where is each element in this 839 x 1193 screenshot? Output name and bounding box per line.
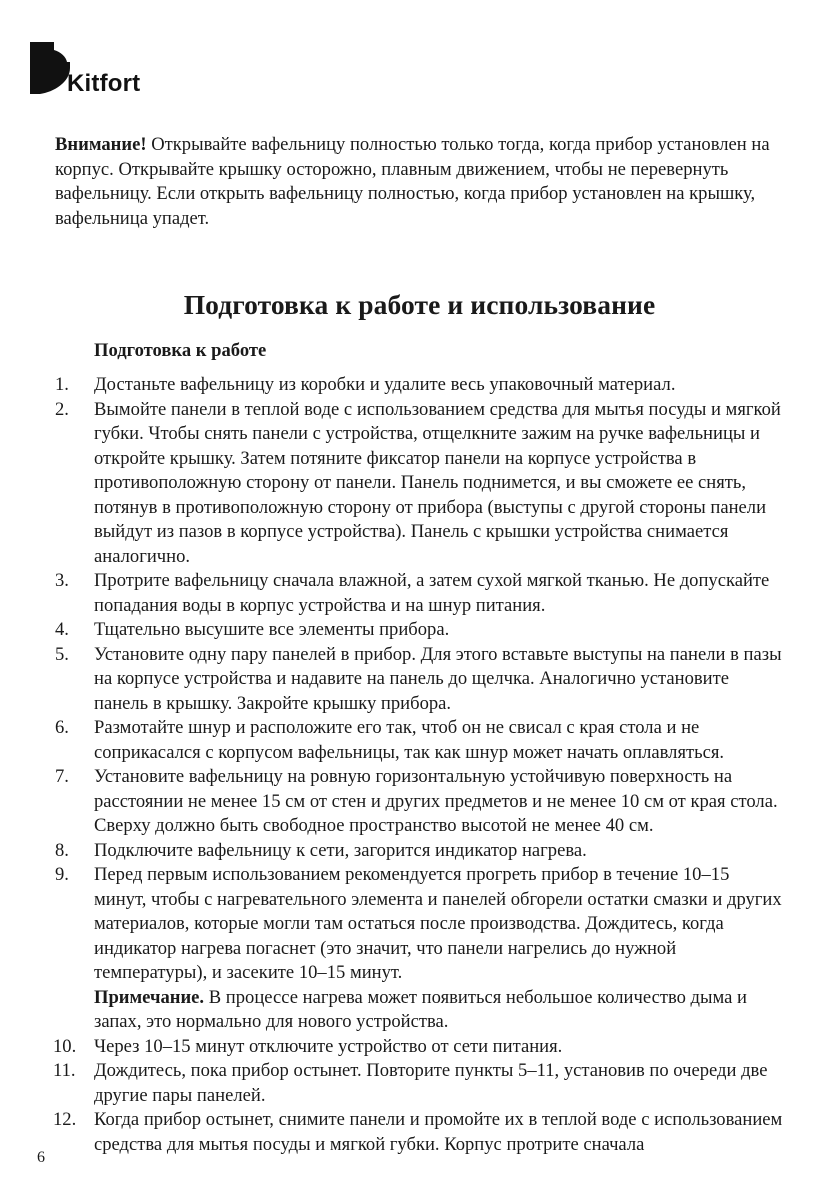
warning-text: Открывайте вафельницу полностью только тогда, когда прибор установлен на корпус. Открывайте крышку осторожно, плавным движением, чтобы не перевернуть вафельницу. Если открыть вафельницу полностью, когда прибор установлен на крышку, вафельница упадет.: [55, 134, 770, 229]
list-item: [55, 1035, 785, 1060]
step-text: Перед первым использованием рекомендуется прогреть прибор в течение 10–15 минут, чтобы с нагревательного элемента и панелей обгорели остатки смазки и других материалов, которые могли там остаться после производства. Дождитесь, когда индикатор нагрева погаснет (это значит, что панели нагрелись до нужной температуры), и засеките 10–15 минут.: [94, 864, 782, 983]
step-text: Через 10–15 минут отключите устройство от сети питания.: [94, 1035, 563, 1057]
step-number: 11.: [53, 1060, 76, 1081]
section-title: Подготовка к работе и использование: [183, 289, 656, 320]
list-item: [55, 373, 785, 398]
step-text: Достаньте вафельницу из коробки и удалите весь упаковочный материал.: [94, 374, 676, 395]
step-number: 8.: [55, 839, 69, 861]
step-text: Вымойте панели в теплой воде с использованием средства для мытья посуды и мягкой губки. Чтобы снять панели с устройства, отщелкните зажим на ручке вафельницы и откройте крышку. Затем потяните фиксатор панели на корпусе устройства в противоположную сторону от панели. Панель поднимется, и вы сможете ее снять, потянув в противоположную сторону от прибора (выступы с другой стороны панели выйдут из пазов в корпусе устройства). Панель с крышки устройства снимается аналогично.: [94, 398, 781, 567]
step-text: Установите вафельницу на ровную горизонтальную устойчивую поверхность на расстоянии не менее 15 см от стен и других предметов и не менее 10 см от края стола. Сверху должно быть свободное пространство высотой не менее 40 см.: [94, 766, 778, 836]
step-note: [94, 986, 785, 1035]
brand-logo: [30, 42, 170, 102]
step-number: 2.: [55, 398, 69, 420]
brand-name: Kitfort: [67, 70, 141, 97]
step-text: Подключите вафельницу к сети, загорится индикатор нагрева.: [94, 839, 587, 861]
step-number: 4.: [55, 619, 69, 640]
steps-list: [55, 373, 785, 1157]
step-number: 10.: [53, 1035, 77, 1057]
step-number: 3.: [55, 570, 69, 591]
list-item: [55, 618, 785, 643]
kitfort-logo-icon: [30, 42, 70, 94]
list-item: [55, 569, 785, 618]
warning-lead: Внимание!: [55, 134, 147, 155]
list-item: [55, 839, 785, 864]
step-number: 5.: [55, 643, 69, 665]
list-item: [55, 398, 785, 570]
section-subtitle: Подготовка к работе: [94, 340, 267, 361]
note-text: В процессе нагрева может появиться небольшое количество дыма и запах, это нормально для нового устройства.: [94, 986, 747, 1032]
warning-paragraph: [55, 133, 785, 231]
step-text: Когда прибор остынет, снимите панели и промойте их в теплой воде с использованием средства для мытья посуды и мягкой губки. Корпус протрите сначала: [94, 1109, 783, 1155]
step-number: 1.: [55, 374, 69, 395]
list-item: [55, 1059, 785, 1108]
step-number: 9.: [55, 864, 69, 885]
step-text: Установите одну пару панелей в прибор. Для этого вставьте выступы на панели в пазы на корпусе устройства и надавите на панель до щелчка. Аналогично установите панель в крышку. Закройте крышку прибора.: [94, 643, 782, 714]
list-item: [55, 716, 785, 765]
step-number: 12.: [53, 1109, 77, 1130]
step-number: 7.: [55, 766, 69, 787]
step-text: Протрите вафельницу сначала влажной, а затем сухой мягкой тканью. Не допускайте попадания воды в корпус устройства и на шнур питания.: [94, 570, 770, 616]
step-text: Размотайте шнур и расположите его так, чтоб он не свисал с края стола и не соприкасался с корпусом вафельницы, так как шнур может начать оплавляться.: [94, 717, 725, 763]
page-number: 6: [37, 1149, 45, 1166]
step-text: Дождитесь, пока прибор остынет. Повторите пункты 5–11, установив по очереди две другие пары панелей.: [94, 1060, 768, 1106]
list-item: [55, 765, 785, 839]
step-text: Тщательно высушите все элементы прибора.: [94, 619, 450, 640]
step-number: 6.: [55, 717, 69, 738]
list-item: [55, 643, 785, 717]
note-label: Примечание.: [94, 986, 205, 1008]
list-item: [55, 863, 785, 1035]
list-item: [55, 1108, 785, 1157]
